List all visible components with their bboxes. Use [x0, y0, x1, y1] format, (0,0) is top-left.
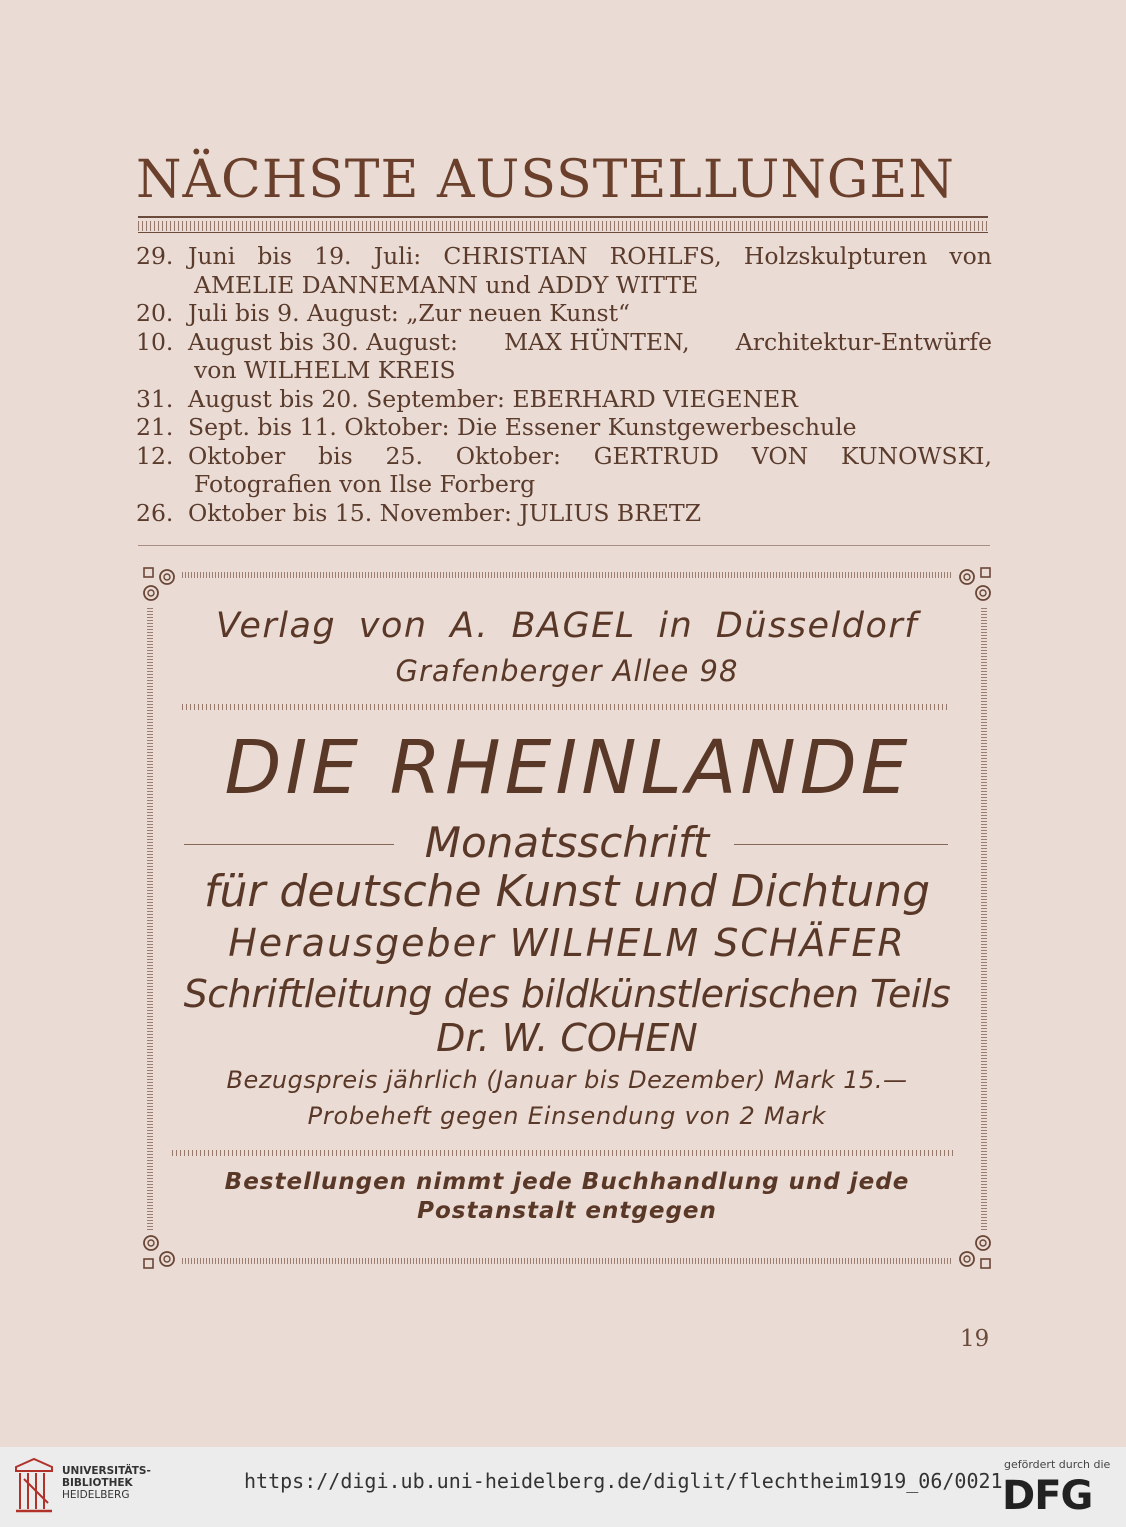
sample-issue-note: Probeheft gegen Einsendung von 2 Mark: [307, 1102, 827, 1130]
page-title: NÄCHSTE AUSSTELLUNGEN: [136, 150, 955, 210]
exhibition-item: 31. August bis 20. September: EBERHARD VIEGENER: [136, 384, 798, 413]
exhibition-item-continuation: AMELIE DANNEMANN und ADDY WITTE: [194, 270, 699, 299]
magazine-subtitle: Monatsschrift: [424, 818, 710, 867]
permalink-url[interactable]: https://digi.ub.uni-heidelberg.de/diglit/flechtheim1919_06/0021: [244, 1469, 1003, 1493]
corner-ornament-icon: [142, 566, 184, 608]
section-divider: [138, 545, 990, 546]
orders-note: Bestellungen nimmt jede Buchhandlung und jede: [224, 1169, 910, 1195]
publisher-line: Verlag von A. BAGEL in Düsseldorf: [215, 606, 919, 646]
subscription-price: Bezugspreis jährlich (Januar bis Dezember) Mark 15.—: [226, 1066, 908, 1094]
exhibition-item: 29. Juni bis 19. Juli: CHRISTIAN ROHLFS, Holzskulpturen von: [136, 242, 992, 270]
frame-border-right: [981, 606, 987, 1230]
editor-line: Herausgeber WILHELM SCHÄFER: [228, 921, 906, 965]
corner-ornament-icon: [142, 1228, 184, 1270]
viewer-footer: [0, 1447, 1126, 1527]
art-editor-name: Dr. W. COHEN: [436, 1016, 698, 1060]
title-ornament-rule: [138, 221, 988, 231]
exhibition-item: 12. Oktober bis 25. Oktober: GERTRUD VON KUNOWSKI,: [136, 441, 992, 470]
funding-note: gefördert durch die: [1004, 1458, 1111, 1471]
title-underline: [138, 216, 988, 218]
library-logo-icon[interactable]: [12, 1457, 58, 1517]
frame-border-bottom: [182, 1258, 952, 1264]
exhibition-item: 21. Sept. bis 11. Oktober: Die Essener Kunstgewerbeschule: [136, 413, 857, 441]
title-underline-bottom: [138, 232, 988, 233]
magazine-title: DIE RHEINLANDE: [224, 725, 912, 811]
frame-border-top: [182, 572, 952, 578]
corner-ornament-icon: [950, 566, 992, 608]
magazine-tagline: für deutsche Kunst und Dichtung: [203, 866, 931, 917]
page-number: 19: [960, 1326, 990, 1352]
exhibition-list: [136, 242, 992, 527]
publisher-address: Grafenberger Allee 98: [395, 654, 739, 688]
library-name[interactable]: UNIVERSITÄTS- BIBLIOTHEK HEIDELBERG: [62, 1465, 151, 1501]
exhibition-item: 10. August bis 30. August: MAX HÜNTEN, Architektur-Entwürfe: [136, 327, 992, 356]
dfg-logo[interactable]: DFG: [1002, 1473, 1093, 1519]
orders-note-2: Postanstalt entgegen: [417, 1198, 717, 1224]
frame-border-left: [147, 606, 153, 1230]
corner-ornament-icon: [950, 1228, 992, 1270]
exhibition-item: 26. Oktober bis 15. November: JULIUS BRETZ: [136, 498, 702, 527]
exhibition-item: 20. Juli bis 9. August: „Zur neuen Kunst“: [136, 299, 631, 327]
ad-divider: [182, 704, 948, 710]
art-editor-line: Schriftleitung des bildkünstlerischen Teils: [183, 972, 951, 1016]
ad-divider: [172, 1150, 954, 1156]
exhibition-item-continuation: Fotografien von Ilse Forberg: [194, 470, 536, 498]
advertisement-frame: [142, 566, 992, 1270]
exhibition-item-continuation: von WILHELM KREIS: [194, 356, 456, 384]
